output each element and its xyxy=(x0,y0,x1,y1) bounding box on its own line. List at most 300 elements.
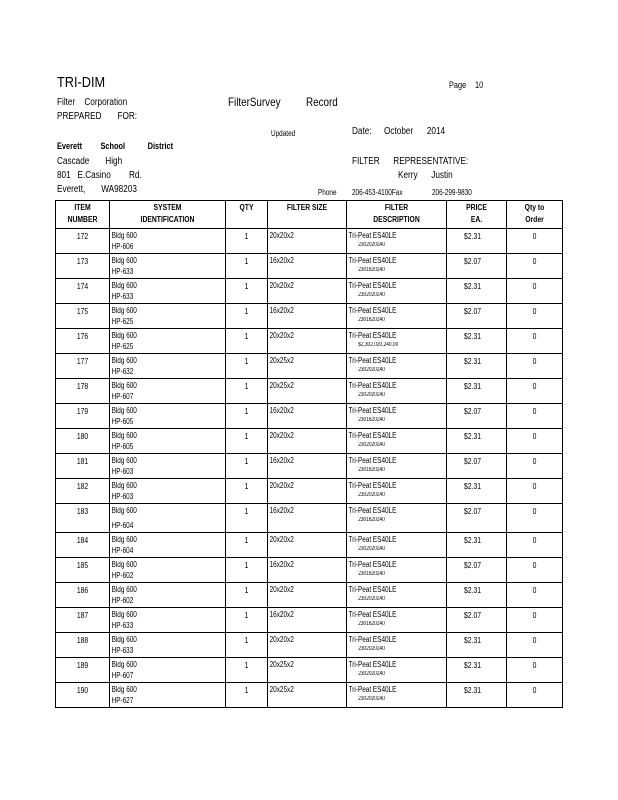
system-building: Bldg 600 xyxy=(111,431,137,440)
system-building: Bldg 600 xyxy=(111,306,137,315)
system-building: Bldg 600 xyxy=(111,635,137,644)
company-name: Filter Corporation xyxy=(57,97,128,108)
system-building: Bldg 600 xyxy=(111,381,137,390)
order-qty-value: 0 xyxy=(532,507,537,516)
price-cell xyxy=(447,404,507,429)
qty-value: 1 xyxy=(244,357,249,366)
system-unit: HP-603 xyxy=(111,467,134,476)
qty-cell xyxy=(226,454,268,479)
system-unit: HP-633 xyxy=(111,646,134,655)
system-building: Bldg 600 xyxy=(111,456,137,465)
order-qty-value: 0 xyxy=(532,561,537,570)
qty-cell xyxy=(226,354,268,379)
qty-value: 1 xyxy=(244,432,249,441)
system-unit: HP-606 xyxy=(111,242,134,251)
item-number: 174 xyxy=(76,282,89,291)
system-building: Bldg 600 xyxy=(111,685,137,694)
table-header-row xyxy=(56,201,563,229)
filter-size-value: 20x20x2 xyxy=(269,331,294,340)
system-unit: HP-632 xyxy=(111,367,134,376)
price-cell xyxy=(447,658,507,683)
filter-size-value: 16x20x2 xyxy=(269,610,294,619)
system-unit: HP-603 xyxy=(111,492,134,501)
description-cell xyxy=(347,279,447,304)
filter-size-cell xyxy=(268,254,347,279)
price-value: $2.07 xyxy=(464,257,482,266)
price-cell xyxy=(447,683,507,708)
price-cell xyxy=(447,254,507,279)
price-cell xyxy=(447,304,507,329)
qty-value: 1 xyxy=(244,407,249,416)
qty-cell xyxy=(226,254,268,279)
qty-value: 1 xyxy=(244,232,249,241)
item-number: 180 xyxy=(76,432,89,441)
table-row xyxy=(56,454,563,479)
qty-value: 1 xyxy=(244,536,249,545)
price-value: $2.07 xyxy=(464,307,482,316)
system-building: Bldg 600 xyxy=(111,331,137,340)
qty-cell xyxy=(226,304,268,329)
description-cell xyxy=(347,533,447,558)
filter-size-value: 16x20x2 xyxy=(269,560,294,569)
col-header-qty-to-order: Qty to Order xyxy=(507,201,563,229)
system-id-cell xyxy=(110,429,226,454)
description-code: 2302020240 xyxy=(358,367,385,373)
price-cell xyxy=(447,583,507,608)
description-value: Tri-Peat ES40LE xyxy=(348,381,397,390)
order-qty-cell xyxy=(507,329,563,354)
description-code: 2302020240 xyxy=(358,696,385,702)
filter-size-value: 16x20x2 xyxy=(269,256,294,265)
item-number-cell xyxy=(56,608,110,633)
system-id-cell xyxy=(110,504,226,533)
item-number: 184 xyxy=(76,536,89,545)
order-qty-value: 0 xyxy=(532,407,537,416)
description-value: Tri-Peat ES40LE xyxy=(348,560,397,569)
item-number-cell xyxy=(56,379,110,404)
order-qty-cell xyxy=(507,633,563,658)
description-value: Tri-Peat ES40LE xyxy=(348,406,397,415)
item-number: 187 xyxy=(76,611,89,620)
filter-size-value: 20x25x2 xyxy=(269,356,294,365)
item-number: 181 xyxy=(76,457,89,466)
price-cell xyxy=(447,633,507,658)
order-qty-value: 0 xyxy=(532,307,537,316)
price-value: $2.31 xyxy=(464,686,482,695)
table-row xyxy=(56,479,563,504)
description-code: 2302020240 xyxy=(358,292,385,298)
order-qty-cell xyxy=(507,429,563,454)
phone-label: Phone xyxy=(318,188,337,197)
description-value: Tri-Peat ES40LE xyxy=(348,231,397,240)
system-unit: HP-633 xyxy=(111,267,134,276)
table-row xyxy=(56,658,563,683)
client-street: 801 E.Casino Rd. xyxy=(57,170,142,181)
order-qty-value: 0 xyxy=(532,357,537,366)
system-id-cell xyxy=(110,229,226,254)
qty-value: 1 xyxy=(244,257,249,266)
system-id-cell xyxy=(110,658,226,683)
price-value: $2.31 xyxy=(464,661,482,670)
item-number: 189 xyxy=(76,661,89,670)
system-unit: HP-607 xyxy=(111,392,134,401)
filter-size-value: 20x20x2 xyxy=(269,481,294,490)
order-qty-cell xyxy=(507,404,563,429)
fax-value: 206-299-9830 xyxy=(432,188,472,197)
price-cell xyxy=(447,429,507,454)
description-cell xyxy=(347,379,447,404)
rep-name: Kerry Justin xyxy=(398,170,453,181)
price-cell xyxy=(447,229,507,254)
table-row xyxy=(56,583,563,608)
system-building: Bldg 600 xyxy=(111,560,137,569)
order-qty-cell xyxy=(507,304,563,329)
description-value: Tri-Peat ES40LE xyxy=(348,356,397,365)
order-qty-value: 0 xyxy=(532,536,537,545)
description-value: Tri-Peat ES40LE xyxy=(348,535,397,544)
system-unit: HP-627 xyxy=(111,696,134,705)
order-qty-cell xyxy=(507,279,563,304)
item-number: 186 xyxy=(76,586,89,595)
record-title: Record xyxy=(306,95,338,109)
description-cell xyxy=(347,683,447,708)
filter-size-cell xyxy=(268,329,347,354)
system-building: Bldg 600 xyxy=(111,406,137,415)
price-value: $2.07 xyxy=(464,457,482,466)
system-unit: HP-604 xyxy=(111,521,134,530)
system-unit: HP-602 xyxy=(111,571,134,580)
description-cell xyxy=(347,429,447,454)
table-row xyxy=(56,608,563,633)
filter-size-value: 20x20x2 xyxy=(269,535,294,544)
filter-size-value: 20x25x2 xyxy=(269,660,294,669)
order-qty-value: 0 xyxy=(532,332,537,341)
order-qty-cell xyxy=(507,683,563,708)
order-qty-value: 0 xyxy=(532,636,537,645)
system-id-cell xyxy=(110,533,226,558)
qty-cell xyxy=(226,279,268,304)
system-unit: HP-625 xyxy=(111,342,134,351)
item-number-cell xyxy=(56,429,110,454)
qty-cell xyxy=(226,583,268,608)
updated-label: Updated xyxy=(271,129,296,138)
description-cell xyxy=(347,229,447,254)
price-value: $2.31 xyxy=(464,536,482,545)
system-building: Bldg 600 xyxy=(111,610,137,619)
description-value: Tri-Peat ES40LE xyxy=(348,256,397,265)
item-number: 173 xyxy=(76,257,89,266)
order-qty-value: 0 xyxy=(532,457,537,466)
description-code: 2301620240 xyxy=(358,267,385,273)
item-number: 177 xyxy=(76,357,89,366)
qty-cell xyxy=(226,683,268,708)
qty-cell xyxy=(226,329,268,354)
qty-cell xyxy=(226,658,268,683)
system-unit: HP-633 xyxy=(111,621,134,630)
price-value: $2.31 xyxy=(464,332,482,341)
description-cell xyxy=(347,608,447,633)
prepared-for-label: PREPARED FOR: xyxy=(57,111,138,122)
filter-size-value: 20x20x2 xyxy=(269,635,294,644)
filter-size-cell xyxy=(268,404,347,429)
description-cell xyxy=(347,558,447,583)
description-code: 2301620240 xyxy=(358,467,385,473)
order-qty-value: 0 xyxy=(532,586,537,595)
order-qty-value: 0 xyxy=(532,282,537,291)
description-cell xyxy=(347,479,447,504)
table-row xyxy=(56,558,563,583)
qty-cell xyxy=(226,404,268,429)
table-body xyxy=(56,229,563,708)
price-value: $2.31 xyxy=(464,357,482,366)
qty-cell xyxy=(226,504,268,533)
description-value: Tri-Peat ES40LE xyxy=(348,635,397,644)
table-row xyxy=(56,354,563,379)
item-number-cell xyxy=(56,633,110,658)
order-qty-value: 0 xyxy=(532,382,537,391)
order-qty-cell xyxy=(507,379,563,404)
qty-cell xyxy=(226,608,268,633)
table-row xyxy=(56,504,563,533)
qty-cell xyxy=(226,429,268,454)
price-value: $2.31 xyxy=(464,232,482,241)
description-code: 2302020240 xyxy=(358,546,385,552)
filter-size-cell xyxy=(268,683,347,708)
qty-cell xyxy=(226,558,268,583)
description-value: Tri-Peat ES40LE xyxy=(348,306,397,315)
system-unit: HP-607 xyxy=(111,671,134,680)
filter-size-cell xyxy=(268,229,347,254)
item-number: 175 xyxy=(76,307,89,316)
page-label: Page xyxy=(449,80,467,90)
order-qty-value: 0 xyxy=(532,611,537,620)
system-id-cell xyxy=(110,354,226,379)
price-cell xyxy=(447,454,507,479)
filter-size-cell xyxy=(268,304,347,329)
client-city: Everett, WA98203 xyxy=(57,184,137,195)
system-building: Bldg 600 xyxy=(111,506,137,515)
item-number: 178 xyxy=(76,382,89,391)
system-unit: HP-602 xyxy=(111,596,134,605)
description-cell xyxy=(347,454,447,479)
system-id-cell xyxy=(110,254,226,279)
order-qty-cell xyxy=(507,504,563,533)
description-value: Tri-Peat ES40LE xyxy=(348,660,397,669)
qty-value: 1 xyxy=(244,586,249,595)
order-qty-cell xyxy=(507,479,563,504)
system-unit: HP-625 xyxy=(111,317,134,326)
order-qty-value: 0 xyxy=(532,661,537,670)
description-value: Tri-Peat ES40LE xyxy=(348,331,397,340)
table-row xyxy=(56,683,563,708)
system-building: Bldg 600 xyxy=(111,660,137,669)
filter-size-value: 20x25x2 xyxy=(269,685,294,694)
system-unit: HP-605 xyxy=(111,417,134,426)
filter-table xyxy=(55,200,563,708)
price-cell xyxy=(447,504,507,533)
date-value: October 2014 xyxy=(384,126,446,137)
filter-size-cell xyxy=(268,279,347,304)
system-id-cell xyxy=(110,583,226,608)
system-building: Bldg 600 xyxy=(111,356,137,365)
description-cell xyxy=(347,304,447,329)
order-qty-cell xyxy=(507,354,563,379)
system-id-cell xyxy=(110,683,226,708)
phone-value: 206-453-4100Fax xyxy=(352,188,403,197)
description-value: Tri-Peat ES40LE xyxy=(348,585,397,594)
system-unit: HP-633 xyxy=(111,292,134,301)
col-header-price: PRICE EA. xyxy=(447,201,507,229)
system-id-cell xyxy=(110,304,226,329)
system-id-cell xyxy=(110,479,226,504)
item-number-cell xyxy=(56,504,110,533)
description-code: 2302020240 xyxy=(358,596,385,602)
description-value: Tri-Peat ES40LE xyxy=(348,506,397,515)
item-number: 172 xyxy=(76,232,89,241)
description-code: 2301620240 xyxy=(358,571,385,577)
qty-value: 1 xyxy=(244,561,249,570)
description-cell xyxy=(347,658,447,683)
description-code: 2301620240 xyxy=(358,317,385,323)
table-row xyxy=(56,633,563,658)
item-number: 188 xyxy=(76,636,89,645)
qty-value: 1 xyxy=(244,661,249,670)
filter-size-value: 20x25x2 xyxy=(269,381,294,390)
filter-size-cell xyxy=(268,504,347,533)
description-code: 2301620240 xyxy=(358,517,385,523)
system-building: Bldg 600 xyxy=(111,231,137,240)
price-value: $2.31 xyxy=(464,432,482,441)
item-number: 190 xyxy=(76,686,89,695)
description-code: 2301620240 xyxy=(358,621,385,627)
qty-cell xyxy=(226,479,268,504)
price-value: $2.31 xyxy=(464,586,482,595)
item-number: 179 xyxy=(76,407,89,416)
qty-value: 1 xyxy=(244,482,249,491)
price-cell xyxy=(447,533,507,558)
order-qty-value: 0 xyxy=(532,232,537,241)
description-cell xyxy=(347,354,447,379)
system-id-cell xyxy=(110,454,226,479)
description-value: Tri-Peat ES40LE xyxy=(348,610,397,619)
qty-value: 1 xyxy=(244,307,249,316)
order-qty-value: 0 xyxy=(532,482,537,491)
price-value: $2.07 xyxy=(464,611,482,620)
price-cell xyxy=(447,379,507,404)
qty-value: 1 xyxy=(244,636,249,645)
table-row xyxy=(56,229,563,254)
qty-value: 1 xyxy=(244,686,249,695)
description-cell xyxy=(347,633,447,658)
price-value: $2.07 xyxy=(464,507,482,516)
item-number-cell xyxy=(56,454,110,479)
price-value: $2.31 xyxy=(464,482,482,491)
order-qty-cell xyxy=(507,608,563,633)
description-cell xyxy=(347,504,447,533)
qty-value: 1 xyxy=(244,382,249,391)
qty-value: 1 xyxy=(244,332,249,341)
qty-value: 1 xyxy=(244,507,249,516)
item-number-cell xyxy=(56,329,110,354)
description-value: Tri-Peat ES40LE xyxy=(348,281,397,290)
system-unit: HP-605 xyxy=(111,442,134,451)
price-value: $2.07 xyxy=(464,561,482,570)
order-qty-cell xyxy=(507,558,563,583)
item-number: 185 xyxy=(76,561,89,570)
col-header-description: FILTER DESCRIPTION xyxy=(347,201,447,229)
system-building: Bldg 600 xyxy=(111,281,137,290)
description-cell xyxy=(347,404,447,429)
order-qty-cell xyxy=(507,533,563,558)
system-building: Bldg 600 xyxy=(111,585,137,594)
order-qty-cell xyxy=(507,454,563,479)
system-id-cell xyxy=(110,558,226,583)
price-cell xyxy=(447,354,507,379)
system-id-cell xyxy=(110,633,226,658)
col-header-filter-size: FILTER SIZE xyxy=(268,201,347,229)
order-qty-cell xyxy=(507,658,563,683)
qty-cell xyxy=(226,379,268,404)
system-building: Bldg 600 xyxy=(111,535,137,544)
qty-value: 1 xyxy=(244,282,249,291)
filter-size-value: 20x20x2 xyxy=(269,431,294,440)
description-code: 2302020240 xyxy=(358,646,385,652)
order-qty-cell xyxy=(507,583,563,608)
filter-size-cell xyxy=(268,558,347,583)
qty-cell xyxy=(226,533,268,558)
system-id-cell xyxy=(110,279,226,304)
description-cell xyxy=(347,583,447,608)
item-number-cell xyxy=(56,354,110,379)
order-qty-value: 0 xyxy=(532,432,537,441)
table-row xyxy=(56,379,563,404)
price-cell xyxy=(447,279,507,304)
description-code: 2302020240 xyxy=(358,442,385,448)
qty-value: 1 xyxy=(244,457,249,466)
order-qty-value: 0 xyxy=(532,686,537,695)
price-cell xyxy=(447,558,507,583)
description-value: Tri-Peat ES40LE xyxy=(348,685,397,694)
price-cell xyxy=(447,479,507,504)
item-number: 183 xyxy=(76,507,89,516)
table-row xyxy=(56,254,563,279)
description-value: Tri-Peat ES40LE xyxy=(348,456,397,465)
filter-size-value: 20x20x2 xyxy=(269,231,294,240)
description-cell xyxy=(347,254,447,279)
table-row xyxy=(56,329,563,354)
document-title: TRI-DIM xyxy=(57,74,106,91)
client-name: Everett School District xyxy=(57,141,174,151)
description-code: $2,302,020,240.00 xyxy=(358,342,399,348)
filter-size-cell xyxy=(268,658,347,683)
item-number-cell xyxy=(56,583,110,608)
rep-label: FILTER REPRESENTATIVE: xyxy=(352,156,469,167)
filter-size-value: 16x20x2 xyxy=(269,406,294,415)
system-id-cell xyxy=(110,404,226,429)
price-value: $2.31 xyxy=(464,382,482,391)
filter-size-cell xyxy=(268,379,347,404)
table-row xyxy=(56,279,563,304)
system-id-cell xyxy=(110,608,226,633)
col-header-item: ITEM NUMBER xyxy=(56,201,110,229)
description-code: 2302020240 xyxy=(358,492,385,498)
system-id-cell xyxy=(110,379,226,404)
col-header-system: SYSTEM IDENTIFICATION xyxy=(110,201,226,229)
item-number-cell xyxy=(56,279,110,304)
table-row xyxy=(56,404,563,429)
system-building: Bldg 600 xyxy=(111,256,137,265)
price-value: $2.31 xyxy=(464,282,482,291)
